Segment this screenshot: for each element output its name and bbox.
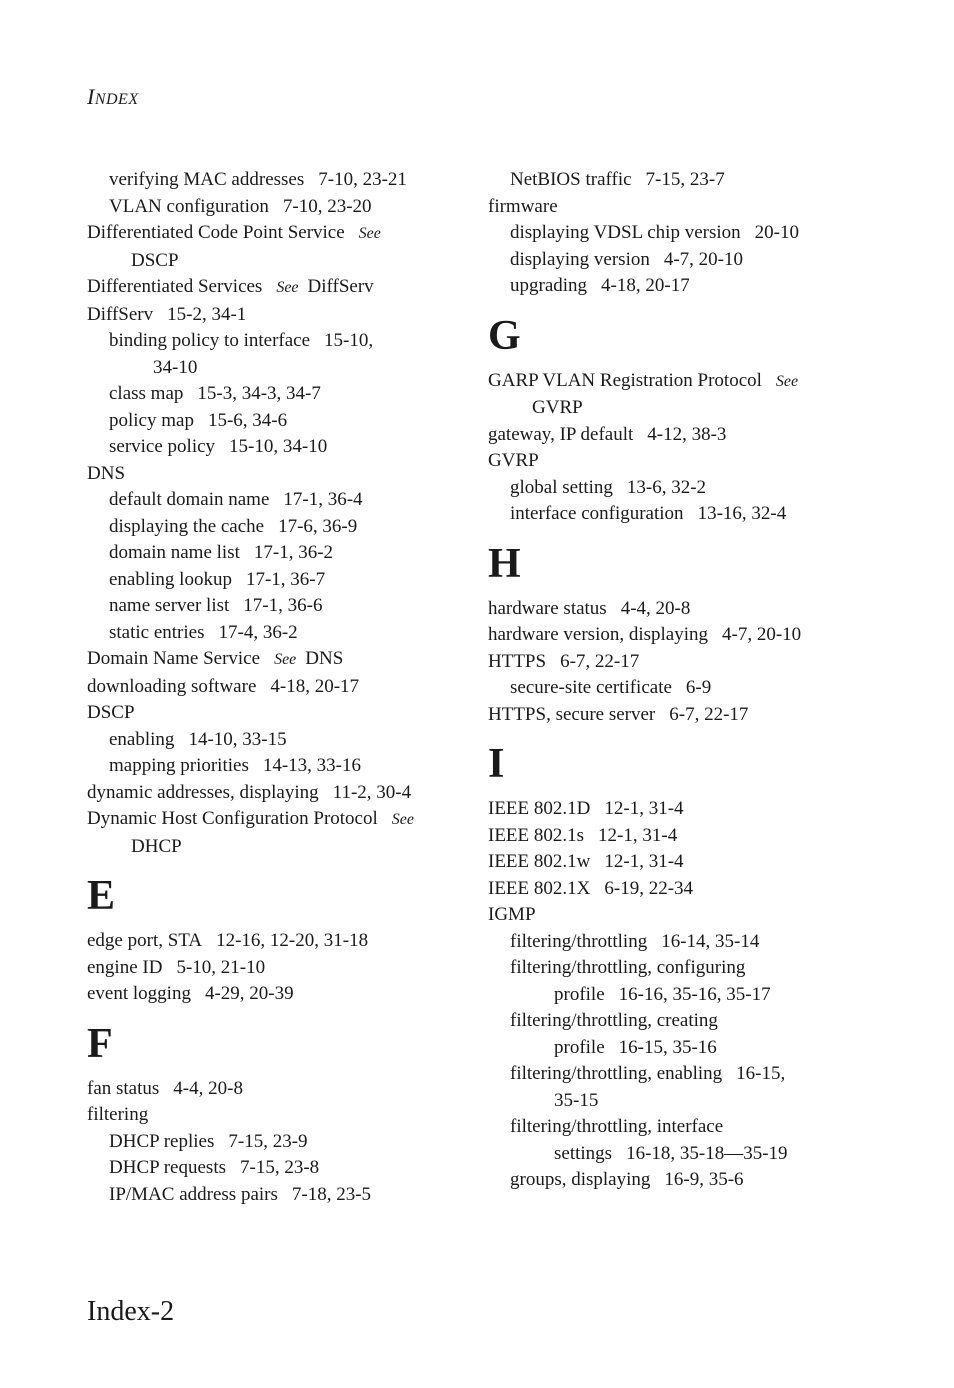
page-references: 4-18, 20-17 <box>601 275 690 296</box>
index-term: hardware version, displaying <box>488 624 709 645</box>
index-entry <box>87 780 457 807</box>
index-term: global setting <box>510 476 613 498</box>
page-references: 4-4, 20-8 <box>620 597 691 619</box>
index-entry <box>87 355 457 382</box>
index-entry <box>488 1061 908 1088</box>
index-term: service policy <box>109 436 216 457</box>
page-references: 20-10 <box>754 222 799 243</box>
index-term: upgrading <box>510 275 588 296</box>
index-entry <box>488 1114 908 1141</box>
index-entry <box>488 167 908 194</box>
index-entry <box>87 194 457 221</box>
page-references: 4-4, 20-8 <box>173 1077 243 1099</box>
index-entry <box>488 876 908 903</box>
index-entry <box>87 1076 457 1103</box>
index-term: Dynamic Host Configuration Protocol <box>87 808 378 829</box>
index-entry <box>488 955 908 982</box>
index-entry <box>488 1088 908 1115</box>
index-term: NetBIOS traffic <box>510 169 632 190</box>
index-term: HTTPS, secure server <box>488 703 656 725</box>
index-term: groups, displaying <box>510 1169 651 1190</box>
page-references: 7-15, 23-9 <box>228 1130 308 1152</box>
page-references: 6-7, 22-17 <box>669 703 749 725</box>
index-entry <box>87 248 457 275</box>
index-entry <box>488 448 908 475</box>
index-term: class map <box>109 383 184 404</box>
index-entry <box>488 849 908 876</box>
index-entry <box>87 727 457 754</box>
index-column-left <box>87 167 457 1208</box>
page-references: 12-1, 31-4 <box>598 824 678 846</box>
page-references: 16-9, 35-6 <box>664 1169 744 1190</box>
index-term: 34-10 <box>153 356 198 378</box>
index-entry <box>488 622 908 649</box>
index-entry <box>488 247 908 274</box>
index-entry <box>488 273 908 300</box>
page-references: 14-10, 33-15 <box>188 728 287 750</box>
index-entry <box>87 1102 457 1129</box>
running-head-initial: I <box>87 84 95 109</box>
index-term: DNS <box>87 462 126 484</box>
index-term: filtering/throttling, configuring <box>510 957 746 978</box>
page-references: 4-7, 20-10 <box>663 248 744 270</box>
index-term: filtering/throttling, interface <box>510 1116 724 1137</box>
index-term: binding policy to interface <box>109 330 311 351</box>
index-term: GARP VLAN Registration Protocol <box>488 369 762 391</box>
index-entry <box>488 220 908 247</box>
page-references: 12-16, 12-20, 31-18 <box>216 930 369 951</box>
index-entry <box>488 395 908 422</box>
index-term: DSCP <box>87 702 135 723</box>
index-term: interface configuration <box>510 503 684 524</box>
index-entry <box>87 434 457 461</box>
page-references: 15-10, <box>324 330 374 351</box>
index-entry <box>488 1167 908 1194</box>
see-reference-target: DiffServ <box>307 276 374 297</box>
index-entry <box>488 929 908 956</box>
index-term: displaying version <box>510 248 650 270</box>
section-letter-f: F <box>87 1020 113 1067</box>
see-reference-label: See <box>358 225 381 242</box>
index-term: IGMP <box>488 904 536 925</box>
page-references: 17-6, 36-9 <box>278 515 358 537</box>
page-references: 16-14, 35-14 <box>661 930 760 952</box>
index-term: firmware <box>488 195 558 217</box>
page-references: 6-19, 22-34 <box>604 877 694 899</box>
page-references: 7-15, 23-7 <box>645 169 725 190</box>
index-term: mapping priorities <box>109 755 249 776</box>
index-term: IEEE 802.1D <box>488 798 591 819</box>
index-entry <box>488 675 908 702</box>
index-term: DSCP <box>131 249 179 271</box>
index-entry <box>87 567 457 594</box>
page-references: 13-6, 32-2 <box>626 476 707 498</box>
section-letter-g: G <box>488 312 521 359</box>
page-references: 4-29, 20-39 <box>204 983 294 1004</box>
page-references: 17-1, 36-2 <box>253 542 334 563</box>
index-entry <box>488 982 908 1009</box>
index-term: enabling <box>109 728 175 750</box>
index-entry <box>87 1129 457 1156</box>
see-reference-label: See <box>775 372 799 390</box>
page-references: 15-2, 34-1 <box>167 303 247 325</box>
index-term: downloading software <box>87 675 257 697</box>
index-term: profile <box>554 1036 605 1058</box>
page-references: 16-15, 35-16 <box>618 1036 717 1058</box>
index-entry <box>87 381 457 408</box>
index-entry <box>87 302 457 329</box>
index-entry <box>488 702 908 729</box>
index-term: event logging <box>87 983 191 1004</box>
index-term: domain name list <box>109 542 240 563</box>
index-term: HTTPS <box>488 650 547 672</box>
page-references: 4-7, 20-10 <box>722 624 802 645</box>
index-term: settings <box>554 1142 613 1164</box>
index-column-right <box>488 167 908 1194</box>
index-entry <box>488 1008 908 1035</box>
index-entry <box>87 620 457 647</box>
index-entry <box>87 220 457 248</box>
index-entry <box>488 649 908 676</box>
index-term: Differentiated Code Point Service <box>87 222 345 243</box>
index-entry <box>87 593 457 620</box>
see-reference-target: DNS <box>305 648 344 669</box>
index-term: verifying MAC addresses <box>109 169 305 190</box>
index-term: edge port, STA <box>87 930 203 951</box>
index-term: dynamic addresses, displaying <box>87 781 319 803</box>
index-entry <box>87 461 457 488</box>
index-entry <box>87 540 457 567</box>
index-term: profile <box>554 983 605 1005</box>
index-entry <box>87 928 457 955</box>
page-references: 5-10, 21-10 <box>176 956 266 978</box>
index-entry <box>87 328 457 355</box>
index-entry <box>488 501 908 528</box>
index-term: secure-site certificate <box>510 677 672 698</box>
page-references: 11-2, 30-4 <box>332 781 412 803</box>
index-entry <box>488 902 908 929</box>
index-entry <box>87 1155 457 1182</box>
index-entry <box>87 514 457 541</box>
see-reference-label: See <box>276 279 299 296</box>
index-term: GVRP <box>532 397 583 418</box>
index-term: Domain Name Service <box>87 648 261 669</box>
section-letter-e: E <box>87 873 116 919</box>
index-entry <box>488 796 908 823</box>
index-entry <box>488 194 908 221</box>
page-references: 16-18, 35-18—35-19 <box>626 1142 788 1164</box>
page-references: 12-1, 31-4 <box>604 798 684 819</box>
page-references: 15-10, 34-10 <box>229 436 328 457</box>
index-entry <box>87 753 457 780</box>
index-term: default domain name <box>109 489 270 510</box>
index-term: GVRP <box>488 450 539 471</box>
page-references: 7-15, 23-8 <box>240 1157 320 1178</box>
page-references: 14-13, 33-16 <box>262 755 361 776</box>
index-entry <box>488 823 908 850</box>
index-term: Differentiated Services <box>87 276 263 297</box>
running-head <box>87 84 139 110</box>
index-term: static entries <box>109 621 205 643</box>
index-term: VLAN configuration <box>109 195 269 217</box>
page-references: 7-18, 23-5 <box>291 1183 372 1205</box>
index-term: filtering/throttling, creating <box>510 1010 718 1031</box>
index-term: fan status <box>87 1077 160 1099</box>
index-entry <box>87 674 457 701</box>
index-term: filtering/throttling <box>510 930 648 952</box>
index-entry <box>87 700 457 727</box>
page-references: 16-15, <box>736 1063 786 1084</box>
index-entry <box>488 1035 908 1062</box>
see-reference-label: See <box>391 811 414 828</box>
index-term: IEEE 802.1w <box>488 851 591 872</box>
index-entry <box>87 955 457 982</box>
index-entry <box>87 487 457 514</box>
page-references: 17-1, 36-4 <box>283 489 363 510</box>
index-term: IEEE 802.1X <box>488 877 591 899</box>
page-number: Index-2 <box>87 1296 175 1327</box>
index-term: DHCP requests <box>109 1157 226 1178</box>
index-term: DiffServ <box>87 303 154 325</box>
section-letter-h: H <box>488 540 521 587</box>
index-entry <box>87 1182 457 1209</box>
index-entry <box>488 422 908 449</box>
page-references: 6-9 <box>685 677 712 698</box>
index-term: displaying VDSL chip version <box>510 222 741 243</box>
index-term: filtering <box>87 1104 149 1125</box>
page-references: 16-16, 35-16, 35-17 <box>618 983 771 1005</box>
index-entry <box>87 274 457 302</box>
page-references: 7-10, 23-20 <box>282 195 372 217</box>
page-references: 6-7, 22-17 <box>560 650 640 672</box>
index-entry <box>87 646 457 674</box>
index-entry <box>488 368 908 396</box>
index-term: enabling lookup <box>109 568 232 590</box>
index-term: hardware status <box>488 597 607 619</box>
page-references: 7-10, 23-21 <box>318 169 407 190</box>
index-term: DHCP <box>131 835 182 857</box>
page-references: 15-3, 34-3, 34-7 <box>197 383 321 404</box>
index-entry <box>87 806 457 834</box>
index-term: 35-15 <box>554 1089 599 1111</box>
index-entry <box>488 596 908 623</box>
index-entry <box>87 834 457 861</box>
running-head-rest: NDEX <box>94 91 139 108</box>
index-entry <box>87 167 457 194</box>
index-term: DHCP replies <box>109 1130 215 1152</box>
section-letter-i: I <box>488 741 505 787</box>
index-entry <box>488 1141 908 1168</box>
index-term: displaying the cache <box>109 515 265 537</box>
index-term: name server list <box>109 595 230 616</box>
index-term: engine ID <box>87 956 163 978</box>
page-references: 17-1, 36-6 <box>243 595 323 616</box>
index-term: IP/MAC address pairs <box>109 1183 278 1205</box>
page-references: 13-16, 32-4 <box>697 503 787 524</box>
page-references: 17-4, 36-2 <box>218 621 298 643</box>
page-references: 12-1, 31-4 <box>604 851 684 872</box>
page-references: 4-12, 38-3 <box>647 423 727 445</box>
index-entry <box>488 475 908 502</box>
page-references: 15-6, 34-6 <box>207 409 288 431</box>
page-references: 17-1, 36-7 <box>245 568 326 590</box>
page-references: 4-18, 20-17 <box>270 675 360 697</box>
index-term: gateway, IP default <box>488 423 634 445</box>
index-entry <box>87 408 457 435</box>
index-entry <box>87 981 457 1008</box>
index-term: IEEE 802.1s <box>488 824 585 846</box>
index-term: policy map <box>109 409 194 431</box>
index-term: filtering/throttling, enabling <box>510 1063 723 1084</box>
see-reference-label: See <box>274 651 297 668</box>
